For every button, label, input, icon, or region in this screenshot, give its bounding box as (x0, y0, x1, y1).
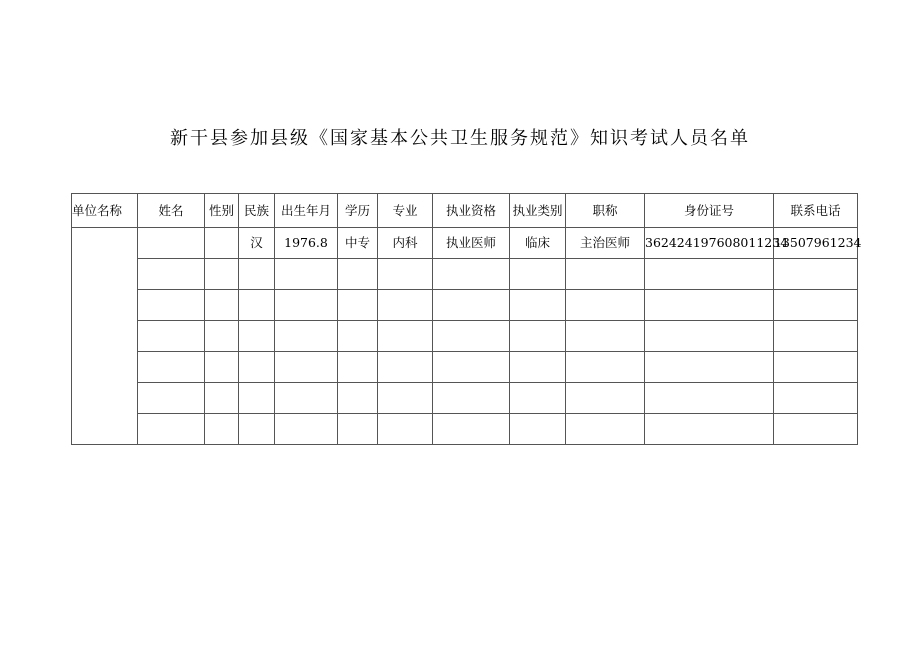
ethnicity-cell (239, 259, 275, 290)
ethnicity-cell (239, 383, 275, 414)
gender-cell (205, 290, 239, 321)
header-row (72, 194, 858, 228)
education-cell (338, 414, 378, 445)
gender-cell (205, 321, 239, 352)
id-number-cell (645, 321, 774, 352)
qualification-cell (433, 352, 510, 383)
major-cell (378, 321, 433, 352)
name-cell (138, 352, 205, 383)
major-cell: 内科 (378, 228, 433, 259)
table-row (72, 321, 858, 352)
qualification-cell: 执业医师 (433, 228, 510, 259)
practice-category-cell (510, 259, 566, 290)
phone-cell (774, 414, 858, 445)
table-row (72, 228, 858, 259)
birth-date-cell (275, 383, 338, 414)
qualification-cell (433, 259, 510, 290)
practice-category-cell: 临床 (510, 228, 566, 259)
practice-category-cell (510, 290, 566, 321)
practice-category-cell (510, 321, 566, 352)
major-cell (378, 259, 433, 290)
id-number-cell: 362424197608011234 (645, 228, 774, 259)
id-number-cell (645, 383, 774, 414)
id-number-cell (645, 290, 774, 321)
col-header-major: 专业 (378, 194, 433, 228)
title-cell (566, 414, 645, 445)
ethnicity-cell (239, 321, 275, 352)
education-cell (338, 321, 378, 352)
title-cell (566, 290, 645, 321)
ethnicity-cell (239, 414, 275, 445)
education-cell (338, 352, 378, 383)
col-header-phone: 联系电话 (774, 194, 858, 228)
title-cell (566, 352, 645, 383)
name-cell (138, 290, 205, 321)
ethnicity-cell: 汉 (239, 228, 275, 259)
birth-date-cell (275, 352, 338, 383)
major-cell (378, 352, 433, 383)
qualification-cell (433, 383, 510, 414)
id-number-cell (645, 414, 774, 445)
table-row (72, 290, 858, 321)
education-cell (338, 259, 378, 290)
title-cell (566, 383, 645, 414)
phone-cell (774, 321, 858, 352)
qualification-cell (433, 290, 510, 321)
ethnicity-cell (239, 352, 275, 383)
practice-category-cell (510, 383, 566, 414)
col-header-birth-date: 出生年月 (275, 194, 338, 228)
phone-cell (774, 383, 858, 414)
col-header-name: 姓名 (138, 194, 205, 228)
col-header-qualification: 执业资格 (433, 194, 510, 228)
title-cell (566, 259, 645, 290)
name-cell (138, 228, 205, 259)
phone-cell (774, 290, 858, 321)
gender-cell (205, 228, 239, 259)
birth-date-cell: 1976.8 (275, 228, 338, 259)
phone-cell (774, 352, 858, 383)
unit-cell (72, 228, 138, 445)
phone-cell (774, 259, 858, 290)
col-header-education: 学历 (338, 194, 378, 228)
roster-table (71, 193, 862, 445)
id-number-cell (645, 352, 774, 383)
id-number-cell (645, 259, 774, 290)
name-cell (138, 414, 205, 445)
qualification-cell (433, 321, 510, 352)
col-header-id-number: 身份证号 (645, 194, 774, 228)
birth-date-cell (275, 414, 338, 445)
name-cell (138, 383, 205, 414)
qualification-cell (433, 414, 510, 445)
title-cell: 主治医师 (566, 228, 645, 259)
major-cell (378, 290, 433, 321)
gender-cell (205, 383, 239, 414)
name-cell (138, 321, 205, 352)
col-header-practice-category: 执业类别 (510, 194, 566, 228)
gender-cell (205, 352, 239, 383)
education-cell: 中专 (338, 228, 378, 259)
gender-cell (205, 414, 239, 445)
ethnicity-cell (239, 290, 275, 321)
col-header-unit: 单位名称 (72, 194, 138, 228)
education-cell (338, 383, 378, 414)
practice-category-cell (510, 352, 566, 383)
birth-date-cell (275, 290, 338, 321)
table-row (72, 259, 858, 290)
col-header-title: 职称 (566, 194, 645, 228)
col-header-gender: 性别 (205, 194, 239, 228)
table-row (72, 414, 858, 445)
gender-cell (205, 259, 239, 290)
phone-cell: 13507961234 (774, 228, 858, 259)
title-cell (566, 321, 645, 352)
major-cell (378, 414, 433, 445)
practice-category-cell (510, 414, 566, 445)
table-row (72, 352, 858, 383)
birth-date-cell (275, 321, 338, 352)
name-cell (138, 259, 205, 290)
table-row (72, 383, 858, 414)
col-header-ethnicity: 民族 (239, 194, 275, 228)
birth-date-cell (275, 259, 338, 290)
document-title: 新干县参加县级《国家基本公共卫生服务规范》知识考试人员名单 (170, 128, 750, 149)
education-cell (338, 290, 378, 321)
major-cell (378, 383, 433, 414)
